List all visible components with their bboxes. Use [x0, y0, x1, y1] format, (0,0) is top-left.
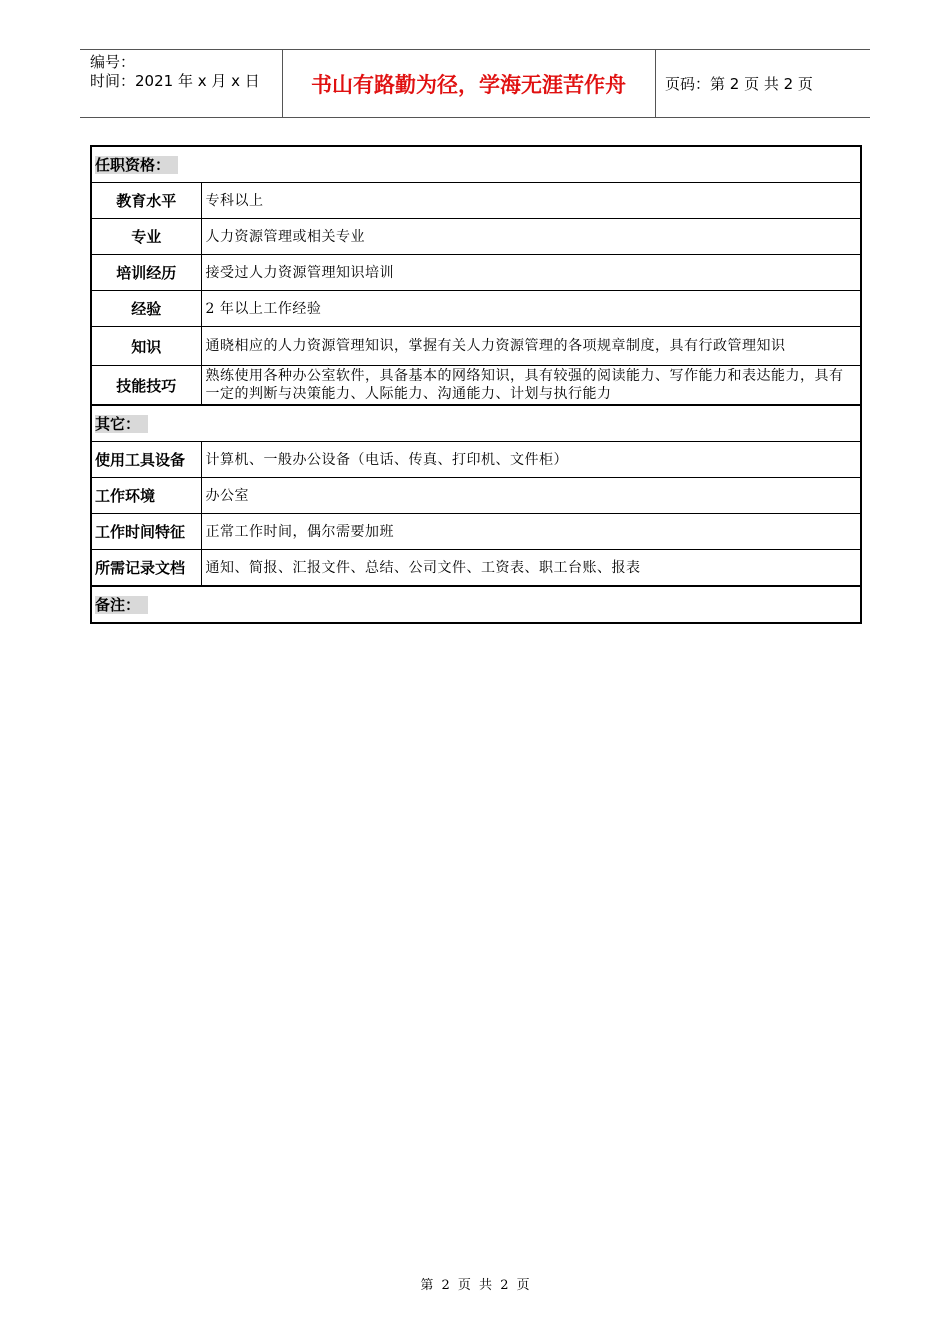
header-meta — [90, 53, 260, 91]
header-divider-right — [655, 49, 656, 118]
row-value: 办公室 — [201, 478, 861, 514]
table-row — [91, 442, 861, 478]
row-label: 专业 — [91, 219, 201, 255]
row-label: 技能技巧 — [91, 366, 201, 406]
table-row — [91, 514, 861, 550]
row-label: 知识 — [91, 327, 201, 366]
page-footer: 第 2 页 共 2 页 — [420, 1278, 530, 1293]
section-row-qualifications — [91, 146, 861, 183]
header-page-info: 页码：第 2 页 共 2 页 — [665, 75, 813, 93]
section-title-qualifications: 任职资格： — [95, 156, 178, 174]
section-title-notes: 备注： — [95, 596, 148, 614]
row-value: 专科以上 — [201, 183, 861, 219]
row-label: 工作环境 — [91, 478, 201, 514]
row-value: 接受过人力资源管理知识培训 — [201, 255, 861, 291]
code-label: 编号： — [90, 53, 136, 71]
row-label: 经验 — [91, 291, 201, 327]
table-row — [91, 291, 861, 327]
row-label: 工作时间特征 — [91, 514, 201, 550]
time-label: 时间：2021 年 x 月 x 日 — [90, 72, 260, 90]
row-label: 教育水平 — [91, 183, 201, 219]
row-label: 使用工具设备 — [91, 442, 201, 478]
row-value: 熟练使用各种办公室软件，具备基本的网络知识，具有较强的阅读能力、写作能力和表达能力，具有一定的判断与决策能力、人际能力、沟通能力、计划与执行能力 — [201, 366, 861, 406]
table-row — [91, 366, 861, 406]
section-row-notes — [91, 586, 861, 623]
header-motto: 书山有路勤为径，学海无涯苦作舟 — [311, 72, 626, 97]
row-value: 通知、简报、汇报文件、总结、公司文件、工资表、职工台账、报表 — [201, 550, 861, 587]
table-row — [91, 327, 861, 366]
job-description-table — [90, 145, 862, 624]
table-row — [91, 183, 861, 219]
row-value: 计算机、一般办公设备（电话、传真、打印机、文件柜） — [201, 442, 861, 478]
section-title-other: 其它： — [95, 415, 148, 433]
row-label: 培训经历 — [91, 255, 201, 291]
page-header — [80, 49, 870, 118]
table-row — [91, 478, 861, 514]
row-value: 人力资源管理或相关专业 — [201, 219, 861, 255]
row-value: 通晓相应的人力资源管理知识，掌握有关人力资源管理的各项规章制度，具有行政管理知识 — [201, 327, 861, 366]
table-row — [91, 255, 861, 291]
table-row — [91, 550, 861, 587]
row-label: 所需记录文档 — [91, 550, 201, 587]
row-value: 2 年以上工作经验 — [201, 291, 861, 327]
row-value: 正常工作时间，偶尔需要加班 — [201, 514, 861, 550]
section-row-other — [91, 405, 861, 442]
table-row — [91, 219, 861, 255]
